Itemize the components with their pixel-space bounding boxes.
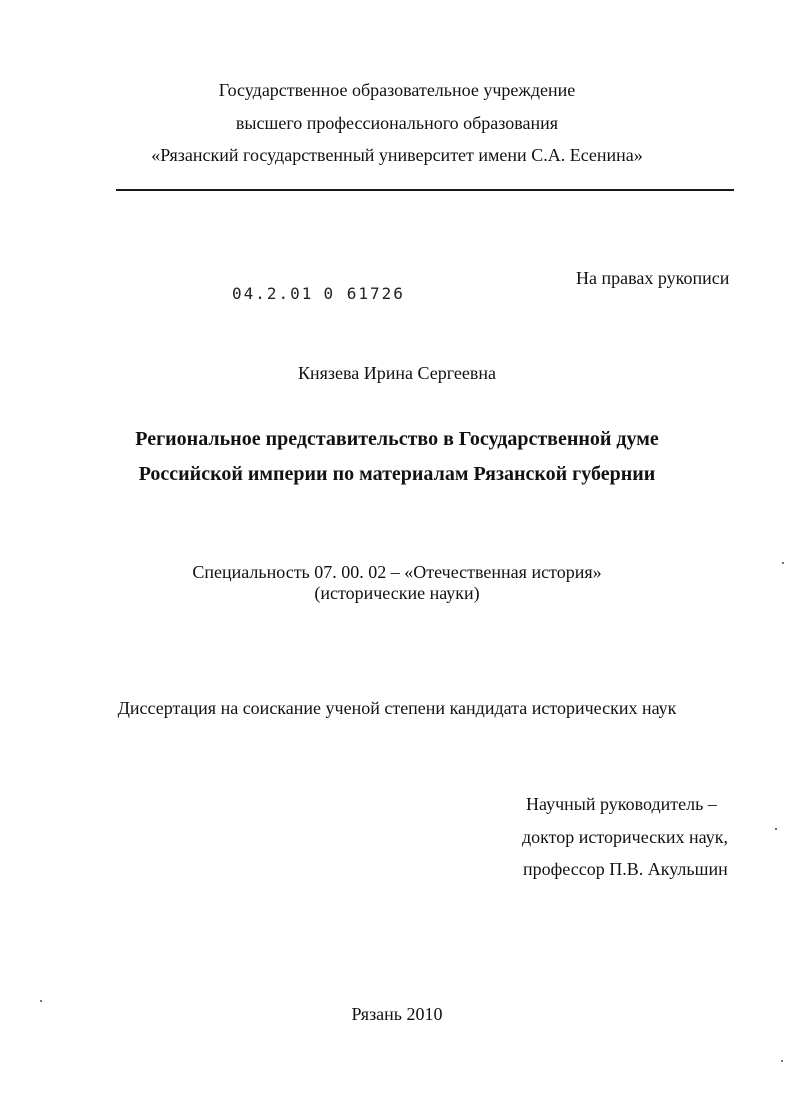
author-name: Князева Ирина Сергеевна	[298, 363, 496, 383]
scan-speck	[782, 562, 784, 564]
stamp-date: 04.2.01	[232, 284, 314, 303]
supervisor-name: профессор П.В. Акульшин	[523, 859, 728, 879]
scan-speck	[40, 1000, 42, 1002]
specialty-line-1: Специальность 07. 00. 02 – «Отечественная история»	[192, 562, 602, 582]
specialty-line-2: (исторические науки)	[314, 583, 480, 603]
scan-speck	[775, 828, 777, 830]
scan-speck	[781, 1060, 783, 1062]
degree-statement: Диссертация на соискание ученой степени кандидата исторических наук	[117, 698, 677, 718]
supervisor-degree: доктор исторических наук,	[522, 827, 728, 847]
dissertation-title-line-2: Российской империи по материалам Рязанской губернии	[138, 463, 656, 485]
supervisor-label: Научный руководитель –	[526, 794, 717, 814]
manuscript-rights-note: На правах рукописи	[576, 268, 730, 288]
institution-name-line-2: высшего профессионального образования	[235, 113, 559, 133]
library-stamp	[232, 284, 405, 304]
institution-name-line-3: «Рязанский государственный университет имени С.А. Есенина»	[151, 145, 643, 165]
header-divider	[116, 189, 734, 191]
dissertation-title-line-1: Региональное представительство в Государственной думе	[135, 428, 659, 450]
stamp-number: 0 61726	[323, 284, 405, 303]
city-year: Рязань 2010	[351, 1004, 443, 1024]
institution-name-line-1: Государственное образовательное учреждение	[218, 80, 576, 100]
